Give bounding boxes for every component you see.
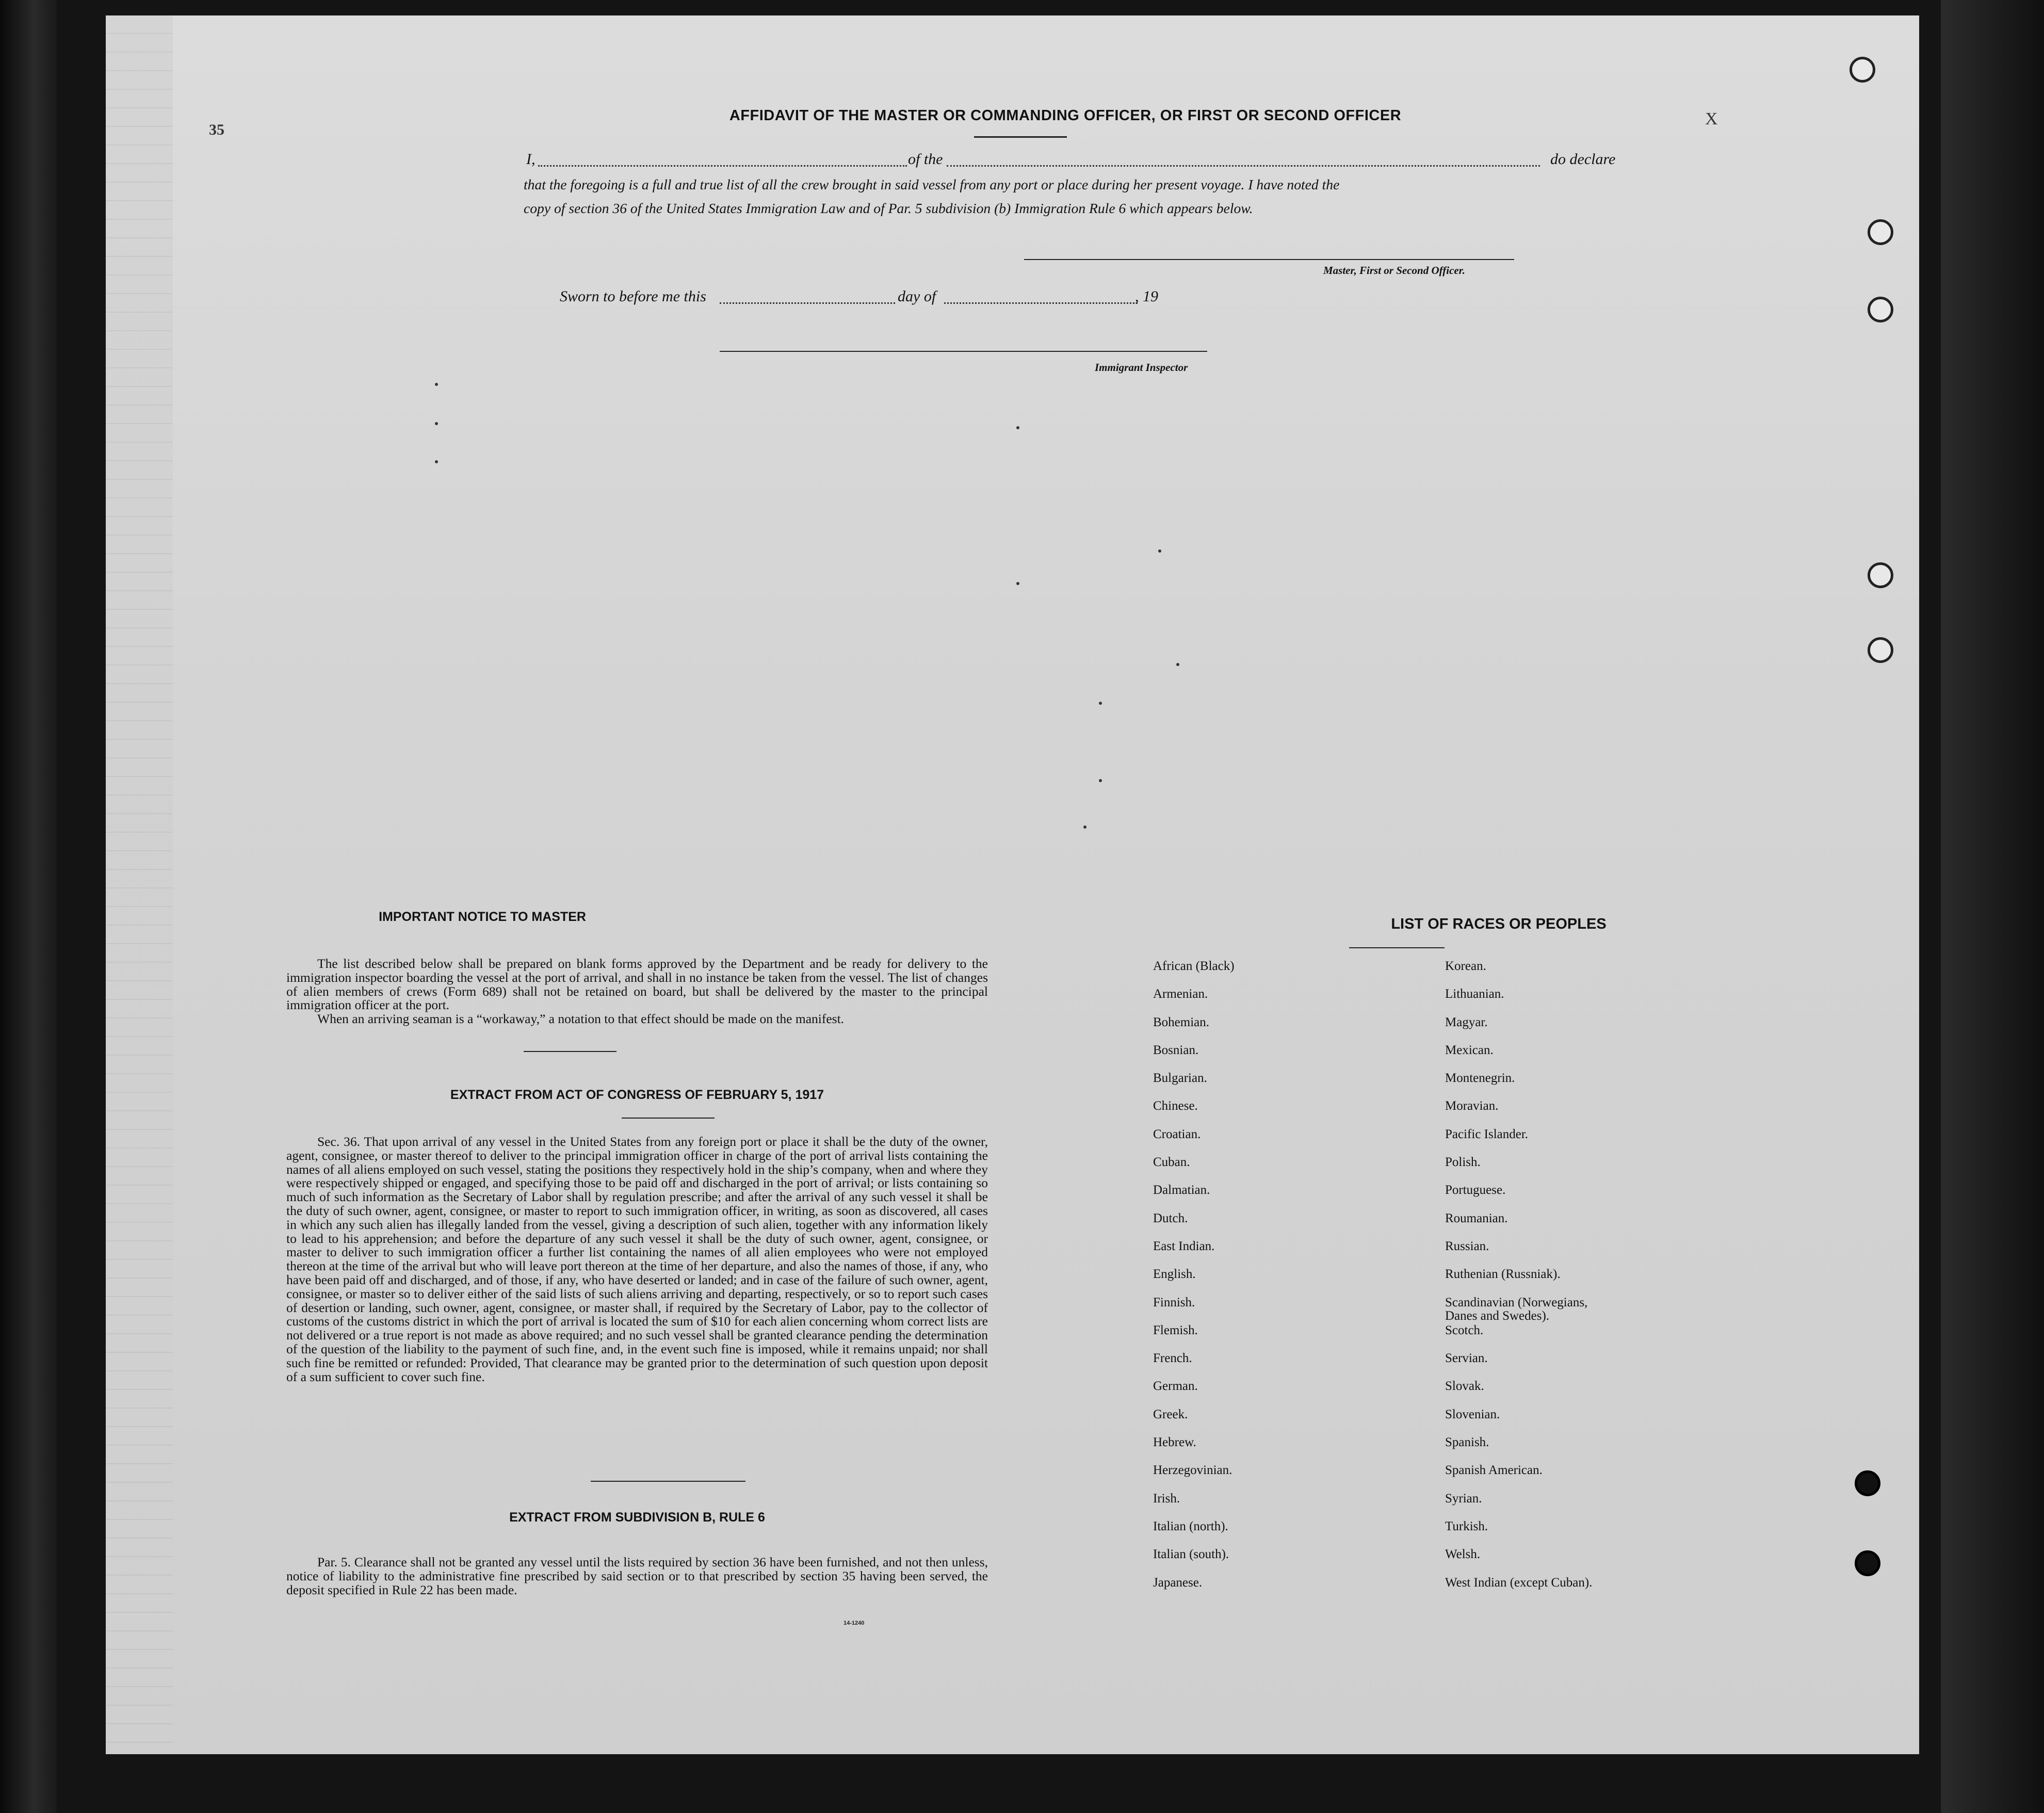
race-item: Mexican.: [1445, 1043, 1494, 1057]
extract-act-end-rule: [591, 1481, 745, 1482]
notice-title: IMPORTANT NOTICE TO MASTER: [379, 910, 586, 924]
punch-hole-2: [1868, 219, 1893, 245]
inspector-caption: Immigrant Inspector: [1095, 361, 1188, 374]
race-item: Moravian.: [1445, 1099, 1499, 1113]
speck: [1099, 779, 1102, 782]
race-item: Croatian.: [1153, 1127, 1201, 1141]
race-item: English.: [1153, 1267, 1196, 1282]
affidavit-title-rule: [974, 136, 1067, 138]
race-item: Ruthenian (Russniak).: [1445, 1267, 1561, 1282]
affidavit-do-declare: do declare: [1550, 151, 1616, 168]
affidavit-of-the: of the: [908, 151, 943, 168]
extract-rule-text: [286, 1556, 988, 1597]
race-item: German.: [1153, 1379, 1198, 1394]
sworn-day-of: day of: [898, 288, 936, 305]
race-item: Spanish.: [1445, 1435, 1489, 1450]
race-item: Welsh.: [1445, 1547, 1481, 1562]
notice-paragraph-2: When an arriving seaman is a “workaway,” a notation to that effect should be made on the manifest.: [317, 1011, 845, 1027]
race-item: East Indian.: [1153, 1239, 1215, 1253]
speck: [1176, 663, 1179, 666]
race-item: Montenegrin.: [1445, 1071, 1515, 1086]
signature-line: [1024, 259, 1514, 260]
document-page: [106, 15, 1919, 1754]
race-item: Servian.: [1445, 1351, 1488, 1366]
signature-caption: Master, First or Second Officer.: [1323, 264, 1465, 277]
corner-page-number: 35: [209, 121, 224, 138]
races-title: LIST OF RACES OR PEOPLES: [1391, 916, 1607, 932]
scan-border-left: [0, 0, 57, 1813]
punch-hole-3: [1868, 297, 1893, 322]
race-item: Chinese.: [1153, 1099, 1198, 1113]
race-item: Korean.: [1445, 959, 1486, 973]
corner-check-mark: X: [1705, 109, 1718, 128]
race-item: Bohemian.: [1153, 1015, 1210, 1029]
race-item: Japanese.: [1153, 1575, 1203, 1590]
sworn-day-blank: [720, 302, 895, 304]
affidavit-line-2: that the foregoing is a full and true list of all the crew brought in said vessel from any port or place during her present voyage. I have noted the: [524, 176, 1340, 192]
race-item: Scotch.: [1445, 1323, 1484, 1337]
form-number: 14-1240: [843, 1620, 865, 1626]
sworn-year: , 19: [1135, 288, 1158, 305]
race-item: Irish.: [1153, 1491, 1180, 1506]
race-item: Greek.: [1153, 1407, 1188, 1421]
sworn-month-blank: [944, 302, 1138, 304]
race-item: Flemish.: [1153, 1323, 1198, 1337]
race-item: African (Black): [1153, 959, 1235, 973]
scan-border-right: [1941, 0, 2044, 1813]
race-item: Bosnian.: [1153, 1043, 1199, 1057]
bleed-through-text: [1241, 77, 1919, 108]
extract-rule-title: EXTRACT FROM SUBDIVISION B, RULE 6: [509, 1510, 765, 1525]
speck: [1016, 582, 1019, 585]
punch-hole-7: [1855, 1550, 1880, 1576]
races-left-column: [1153, 960, 1463, 1604]
race-item: Portuguese.: [1445, 1183, 1506, 1197]
race-item: Hebrew.: [1153, 1435, 1196, 1450]
race-item: Turkish.: [1445, 1519, 1488, 1533]
speck: [1016, 426, 1019, 429]
name-blank: [538, 165, 907, 167]
punch-hole-4: [1868, 562, 1893, 588]
notice-paragraph-1: The list described below shall be prepared on blank forms approved by the Department and be ready for delivery to the immigration inspector boarding the vessel at the port of arrival, and shall in no instance be taken from the vessel. The list of changes of alien members of crews (Form 689) shall not be retained on board, but shall be delivered by the master to the principal immigration officer at the port.: [286, 956, 988, 1013]
race-item: Finnish.: [1153, 1295, 1195, 1309]
race-item: Italian (north).: [1153, 1519, 1228, 1533]
race-item: Roumanian.: [1445, 1211, 1508, 1225]
vessel-blank: [947, 165, 1540, 167]
par-5-paragraph: Par. 5. Clearance shall not be granted any vessel until the lists required by section 36 have been furnished, and not then unless, notice of liability to the administrative fine prescribed by said section or to that prescribed by section 35 having been served, the deposit specified in Rule 22 has been made.: [286, 1555, 988, 1597]
inspector-signature-line: [720, 351, 1207, 352]
punch-hole-1: [1850, 57, 1875, 83]
race-item: Bulgarian.: [1153, 1071, 1207, 1086]
race-item: Italian (south).: [1153, 1547, 1229, 1562]
race-item: Magyar.: [1445, 1015, 1488, 1029]
race-item: Pacific Islander.: [1445, 1127, 1529, 1141]
sworn-prefix: Sworn to before me this: [560, 288, 706, 305]
speck: [435, 422, 438, 425]
speck: [1158, 549, 1161, 553]
affidavit-line-3: copy of section 36 of the United States Immigration Law and of Par. 5 subdivision (b) Immigration Rule 6 which appears below.: [524, 200, 1253, 216]
left-binding-strip: [106, 15, 173, 1754]
race-item: Spanish American.: [1445, 1463, 1543, 1478]
race-item: Herzegovinian.: [1153, 1463, 1232, 1478]
race-item: French.: [1153, 1351, 1192, 1366]
section-36-paragraph: Sec. 36. That upon arrival of any vessel in the United States from any foreign port or place it shall be the duty of the owner, agent, consignee, or master thereof to deliver to the principal immigration officer in charge of the port of arrival lists containing the names of all aliens employed on such vessel, stating the positions they respectively hold in the ship’s company, when and where they were respectively shipped or engaged, and specifying those to be paid off and discharged in the port of arrival; or lists containing so much of such information as the Secretary of Labor shall by regulation prescribe; and after the arrival of any such vessel it shall be the duty of such owner, agent, consignee, or master to report to such immigration officer, in writing, as soon as discovered, all cases in which any such alien has illegally landed from the vessel, giving a description of such alien, together with any information likely to lead to his apprehension; and before the departure of any such vessel it shall be the duty of such owner, agent, consignee, or master to deliver to such immigration officer a further list containing the names of all alien employees who were not employed thereon at the time of the arrival but who will leave port thereon at the time of her departure, and also the names of those, if any, who have been paid off and discharged, and of those, if any, who have deserted or landed; and in case of the failure of such owner, agent, consignee, or master so to deliver either of the said lists of such aliens arriving and departing, respectively, or so to report such cases of desertion or landing, such owner, agent, consignee, or master shall, if required by the Secretary of Labor, pay to the collector of customs of the customs district in which the port of arrival is located the sum of $10 for each alien concerning whom correct lists are not delivered or a true report is not made as above required; and no such vessel shall be granted clearance pending the determination of the question of the liability to the payment of such fine, and, in the event such fine is imposed, while it remains unpaid; nor shall such fine be remitted or refunded: Provided, That clearance may be granted prior to the determination of such question upon deposit of a sum sufficient to cover such fine.: [286, 1134, 988, 1384]
notice-text: [286, 957, 988, 1026]
race-item: Slovak.: [1445, 1379, 1484, 1394]
notice-rule: [524, 1051, 617, 1052]
race-item: Armenian.: [1153, 987, 1208, 1001]
race-item: Dalmatian.: [1153, 1183, 1210, 1197]
race-item: Polish.: [1445, 1155, 1481, 1170]
extract-act-text: [286, 1135, 988, 1384]
speck: [1083, 825, 1086, 829]
race-item: West Indian (except Cuban).: [1445, 1575, 1593, 1590]
race-item: Scandinavian (Norwegians, Danes and Swedes).: [1445, 1295, 1588, 1323]
punch-hole-5: [1868, 637, 1893, 663]
speck: [435, 383, 438, 386]
extract-act-rule: [622, 1118, 715, 1119]
race-item: Russian.: [1445, 1239, 1489, 1253]
races-title-rule: [1349, 947, 1445, 948]
speck: [1099, 702, 1102, 705]
affidavit-title: AFFIDAVIT OF THE MASTER OR COMMANDING OFFICER, OR FIRST OR SECOND OFFICER: [729, 107, 1402, 124]
race-item: Slovenian.: [1445, 1407, 1500, 1421]
affidavit-i: I,: [526, 151, 536, 168]
speck: [435, 460, 438, 463]
race-item: Dutch.: [1153, 1211, 1188, 1225]
races-right-column: [1445, 960, 1765, 1604]
punch-hole-6: [1855, 1470, 1880, 1496]
race-item: Cuban.: [1153, 1155, 1190, 1170]
race-item: Syrian.: [1445, 1491, 1482, 1506]
extract-act-title: EXTRACT FROM ACT OF CONGRESS OF FEBRUARY 5, 1917: [450, 1088, 824, 1102]
race-item: Lithuanian.: [1445, 987, 1504, 1001]
